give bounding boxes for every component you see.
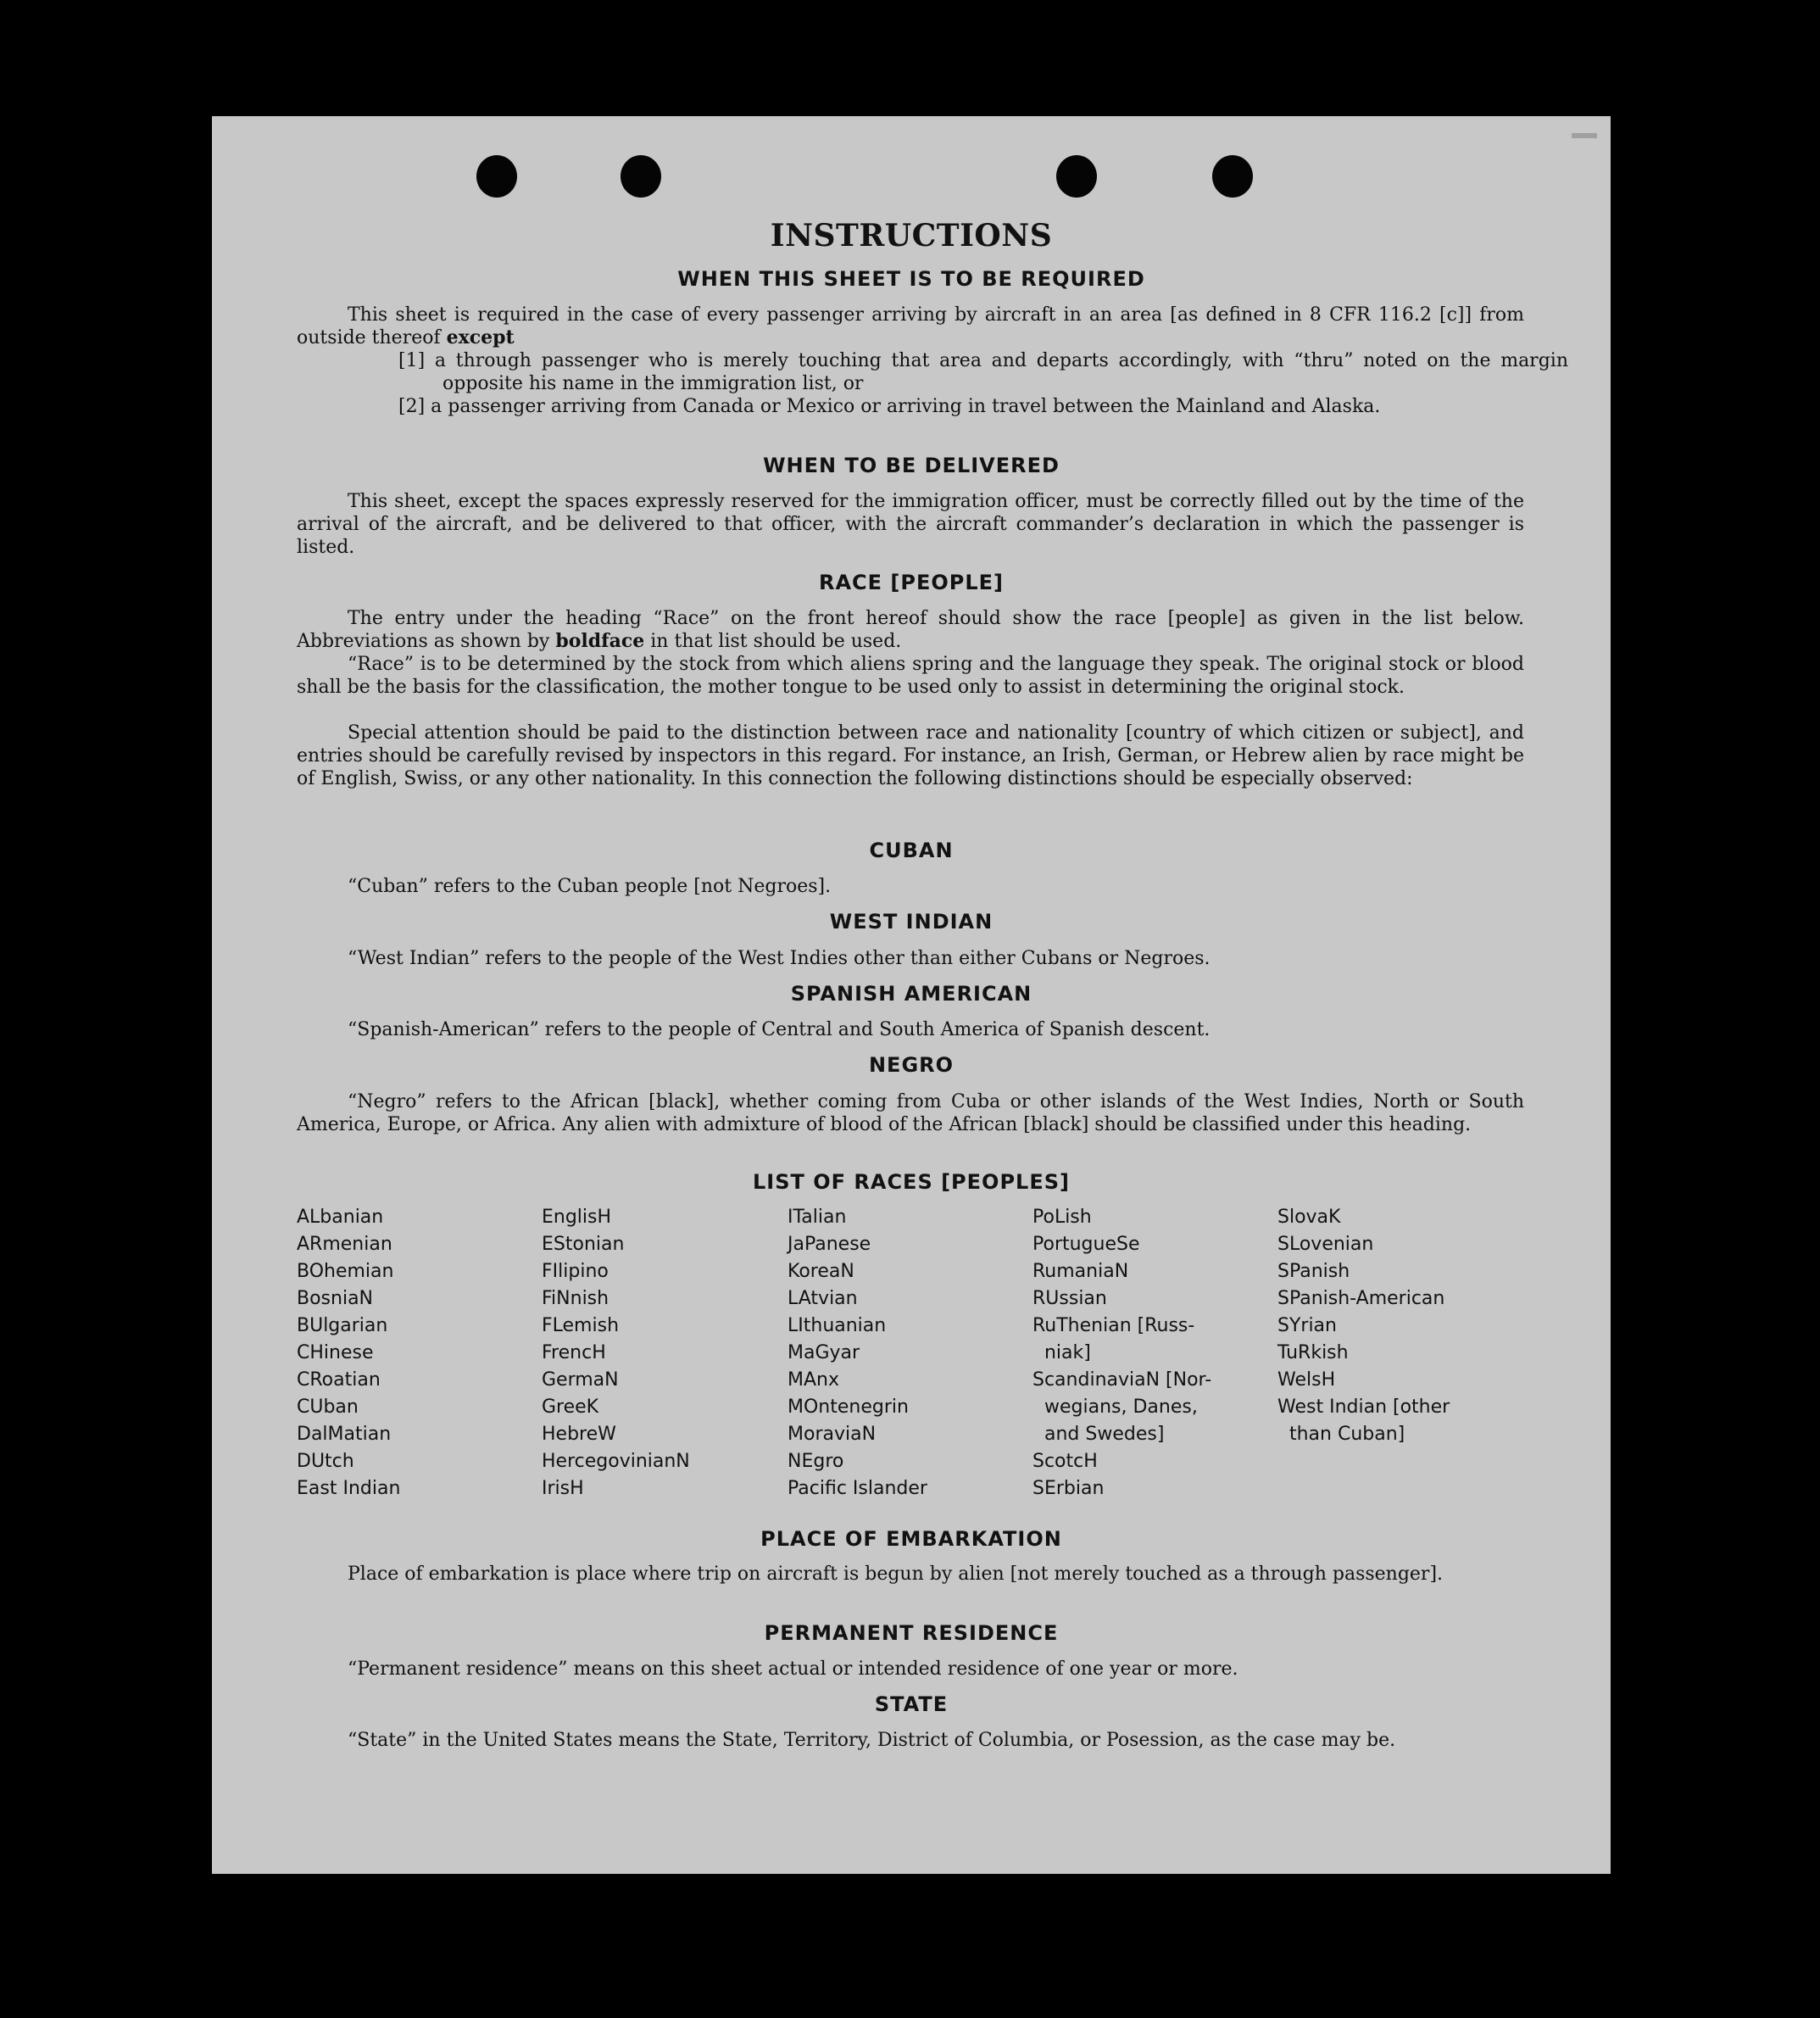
race-list-item: FiNnish bbox=[542, 1288, 609, 1309]
list-item-exception-2: [2] a passenger arriving from Canada or Mexico or arriving in travel between the Mainland and Alaska. bbox=[398, 396, 1381, 417]
heading-spanish-american: SPANISH AMERICAN bbox=[790, 982, 1032, 1006]
race-list-item: MoraviaN bbox=[788, 1424, 877, 1445]
required-intro-text: This sheet is required in the case of every passenger arriving by aircraft in an area [as defined in 8 CFR 116.2 [c]] from outside thereof bbox=[297, 304, 1524, 348]
race-list-item: BosniaN bbox=[297, 1288, 374, 1309]
paragraph-delivered: This sheet, except the spaces expressly reserved for the immigration officer, must be correctly filled out by the time of the arrival of the aircraft, and be delivered to that officer, with the aircraft commander’s declaration in which the passenger is listed. bbox=[297, 491, 1524, 558]
paragraph-permanent-residence: “Permanent residence” means on this sheet actual or intended residence of one year or more. bbox=[348, 1658, 1238, 1680]
race-list-item: EnglisH bbox=[542, 1207, 612, 1228]
paragraph-race-1 bbox=[297, 607, 1524, 653]
race-list-item: ScandinaviaN [Nor- bbox=[1032, 1369, 1212, 1391]
race-list-item: EStonian bbox=[542, 1234, 625, 1255]
race-list-item: GermaN bbox=[542, 1369, 619, 1391]
race-list-item: LAtvian bbox=[788, 1288, 858, 1309]
heading-delivered: WHEN TO BE DELIVERED bbox=[763, 454, 1060, 477]
race-list-item: SPanish-American bbox=[1277, 1288, 1445, 1309]
race-list-item: TuRkish bbox=[1277, 1342, 1349, 1363]
paragraph-required-intro bbox=[297, 304, 1524, 349]
race-list-item: ARmenian bbox=[297, 1234, 392, 1255]
race-list-item: Pacific Islander bbox=[788, 1478, 927, 1499]
race-list-item: BOhemian bbox=[297, 1261, 394, 1282]
race-list-item: DalMatian bbox=[297, 1424, 392, 1445]
race-list-item: and Swedes] bbox=[1032, 1424, 1165, 1445]
required-intro-except: except bbox=[446, 326, 515, 348]
race-list-item: CRoatian bbox=[297, 1369, 381, 1391]
race-list-item: NEgro bbox=[788, 1451, 844, 1472]
race-list-item: FLemish bbox=[542, 1315, 620, 1336]
heading-permanent-residence: PERMANENT RESIDENCE bbox=[764, 1621, 1059, 1645]
race-list-item: MAnx bbox=[788, 1369, 839, 1391]
paragraph-negro: “Negro” refers to the African [black], whether coming from Cuba or other islands of the West Indies, North or South America, Europe, or Africa. Any alien with admixture of blood of the African [black] should be classified under this heading. bbox=[297, 1091, 1524, 1135]
race-column-4 bbox=[1032, 1204, 1278, 1502]
punch-hole bbox=[1212, 155, 1253, 198]
race-list-item: SPanish bbox=[1277, 1261, 1350, 1282]
race-list-item: SErbian bbox=[1032, 1478, 1105, 1499]
punch-hole bbox=[476, 155, 517, 198]
race-list-item: wegians, Danes, bbox=[1032, 1396, 1198, 1418]
race-list-item: MaGyar bbox=[788, 1342, 860, 1363]
race-column-3 bbox=[788, 1204, 1033, 1502]
race-list-item: RuThenian [Russ- bbox=[1032, 1315, 1195, 1336]
race-list-item: JaPanese bbox=[788, 1234, 871, 1255]
race-list-item: MOntenegrin bbox=[788, 1396, 909, 1418]
heading-embarkation: PLACE OF EMBARKATION bbox=[760, 1527, 1062, 1551]
race-list-item: RumaniaN bbox=[1032, 1261, 1129, 1282]
race-column-1 bbox=[297, 1204, 543, 1502]
heading-state: STATE bbox=[874, 1692, 949, 1716]
race-list-item: PoLish bbox=[1032, 1207, 1092, 1228]
race-list-item: CUban bbox=[297, 1396, 359, 1418]
form-stamp-mark bbox=[1572, 133, 1597, 138]
punch-hole bbox=[621, 155, 661, 198]
race-list-table bbox=[297, 1204, 1526, 1499]
heading-west-indian: WEST INDIAN bbox=[829, 910, 993, 934]
race-list-item: PortugueSe bbox=[1032, 1234, 1140, 1255]
race-column-2 bbox=[542, 1204, 788, 1502]
paragraph-west-indian: “West Indian” refers to the people of the West Indies other than either Cubans or Negroes. bbox=[348, 948, 1211, 969]
race-list-item: IrisH bbox=[542, 1478, 584, 1499]
race-list-item: CHinese bbox=[297, 1342, 374, 1363]
paragraph-state: “State” in the United States means the State, Territory, District of Columbia, or Posession, as the case may be. bbox=[348, 1730, 1396, 1751]
race-list-item: KoreaN bbox=[788, 1261, 854, 1282]
paragraph-embarkation: Place of embarkation is place where trip on aircraft is begun by alien [not merely touched as a through passenger]. bbox=[348, 1564, 1444, 1585]
race-list-item: East Indian bbox=[297, 1478, 401, 1499]
race-list-item: niak] bbox=[1032, 1342, 1091, 1363]
race-list-item: BUlgarian bbox=[297, 1315, 388, 1336]
race-list-item: ALbanian bbox=[297, 1207, 384, 1228]
paragraph-spanish-american: “Spanish-American” refers to the people of Central and South America of Spanish descent. bbox=[348, 1019, 1211, 1040]
race-list-item: HercegovinianN bbox=[542, 1451, 690, 1472]
document-page bbox=[212, 116, 1611, 1874]
list-item-exception-1: [1] a through passenger who is merely touching that area and departs accordingly, with “thru” noted on the margin opposite his name in the immigration list, or bbox=[398, 350, 1568, 394]
punch-hole bbox=[1056, 155, 1097, 198]
heading-required: WHEN THIS SHEET IS TO BE REQUIRED bbox=[677, 267, 1145, 291]
race-list-item: FrencH bbox=[542, 1342, 606, 1363]
race-p1-prefix: The entry under the heading “Race” on the front hereof should show the race [people] as given in the list below. Abbreviations as shown by bbox=[297, 608, 1524, 652]
heading-negro: NEGRO bbox=[868, 1053, 955, 1077]
paragraph-race-2: “Race” is to be determined by the stock from which aliens spring and the language they speak. The original stock or blood shall be the basis for the classification, the mother tongue to be used only to assist in determining the original stock. bbox=[297, 654, 1524, 698]
race-list-item: GreeK bbox=[542, 1396, 599, 1418]
race-list-item: SLovenian bbox=[1277, 1234, 1374, 1255]
heading-race: RACE [PEOPLE] bbox=[818, 571, 1005, 594]
race-column-5 bbox=[1277, 1204, 1523, 1448]
race-list-item: HebreW bbox=[542, 1424, 616, 1445]
paragraph-race-3: Special attention should be paid to the distinction between race and nationality [country of which citizen or subject], and entries should be carefully revised by inspectors in this regard. For instance, an Irish, German, or Hebrew alien by race might be of English, Swiss, or any other nationality. In this connection the following distinctions should be especially observed: bbox=[297, 722, 1524, 789]
race-list-item: LIthuanian bbox=[788, 1315, 887, 1336]
heading-list-of-races: LIST OF RACES [PEOPLES] bbox=[753, 1170, 1070, 1194]
heading-cuban: CUBAN bbox=[869, 839, 954, 862]
race-list-item: DUtch bbox=[297, 1451, 354, 1472]
race-list-item: West Indian [other bbox=[1277, 1396, 1450, 1418]
race-list-item: ITalian bbox=[788, 1207, 847, 1228]
race-p1-boldface: boldface bbox=[555, 630, 645, 652]
race-list-item: ScotcH bbox=[1032, 1451, 1098, 1472]
race-list-item: SYrian bbox=[1277, 1315, 1337, 1336]
race-list-item: SlovaK bbox=[1277, 1207, 1341, 1228]
page-title: INSTRUCTIONS bbox=[770, 218, 1053, 254]
race-list-item: than Cuban] bbox=[1277, 1424, 1405, 1445]
race-list-item: FIlipino bbox=[542, 1261, 609, 1282]
race-list-item: RUssian bbox=[1032, 1288, 1107, 1309]
paragraph-cuban: “Cuban” refers to the Cuban people [not Negroes]. bbox=[348, 876, 832, 897]
race-p1-suffix: in that list should be used. bbox=[644, 631, 902, 652]
race-list-item: WelsH bbox=[1277, 1369, 1336, 1391]
